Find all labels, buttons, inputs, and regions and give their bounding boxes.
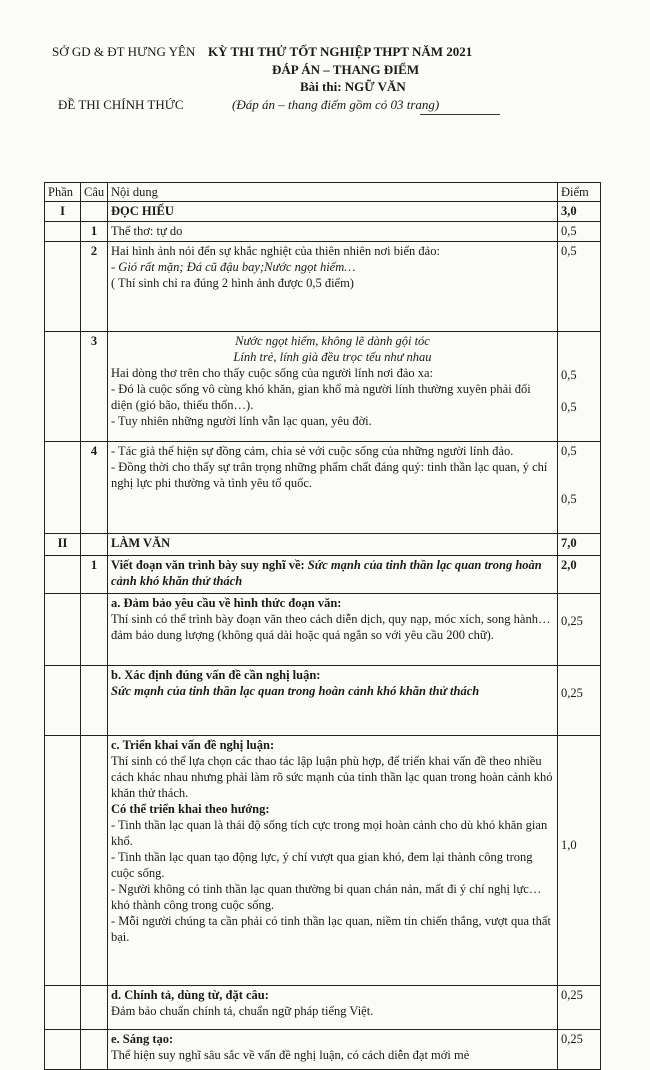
table-row: 1 Thể thơ: tự do 0,5 [45, 222, 601, 242]
exam-title: KỲ THI THỬ TỐT NGHIỆP THPT NĂM 2021 [208, 44, 473, 59]
answer-key-title: ĐÁP ÁN – THANG ĐIỂM [272, 62, 420, 77]
table-row: c. Triển khai vấn đề nghị luận: Thí sinh có thể lựa chọn các thao tác lập luận phù hợp, để triển khai vấn đề theo nhiều cách khác nhau nhưng phải làm rõ sức mạnh của tinh thần lạc quan trong hoàn cảnh khó khăn thử thách. Có thể triển khai theo hướng: - Tinh thần lạc quan là thái độ sống tích cực trong mọi hoàn cảnh cho dù khó khăn gian khổ. - Tinh thần lạc quan tạo động lực, ý chí vượt qua gian khó, đem lại thành công trong cuộc sống. - Người không có tinh thần lạc quan thường bi quan chán nản, mất đi ý chí nghị lực…khó thành công trong cuộc sống. - Mỗi người chúng ta cần phải có tinh thần lạc quan, niềm tin chiến thắng, vượt qua thất bại. 1,0 [45, 736, 601, 986]
document-header [0, 0, 650, 180]
col-header-score: Điểm [558, 183, 601, 202]
section-title: LÀM VĂN [108, 534, 558, 556]
section-row: II LÀM VĂN 7,0 [45, 534, 601, 556]
table-row: d. Chính tả, dùng từ, đặt câu: Đảm bảo chuẩn chính tả, chuẩn ngữ pháp tiếng Việt. 0,25 [45, 986, 601, 1030]
section-row: I ĐỌC HIỂU 3,0 [45, 202, 601, 222]
header-underline [420, 114, 500, 115]
table-row: 1 Viết đoạn văn trình bày suy nghĩ về: Sức mạnh của tinh thần lạc quan trong hoàn cảnh khó khăn thử thách 2,0 [45, 556, 601, 594]
list-item: - Tinh thần lạc quan tạo động lực, ý chí vượt qua gian khó, đem lại thành công trong cuộc sống. [111, 850, 533, 880]
col-header-content: Nội dung [108, 183, 558, 202]
table-header-row [45, 183, 601, 202]
table-row: e. Sáng tạo: Thể hiện suy nghĩ sâu sắc về vấn đề nghị luận, có cách diễn đạt mới mẻ 0,25 [45, 1030, 601, 1070]
list-item: - Người không có tinh thần lạc quan thường bi quan chán nản, mất đi ý chí nghị lực…khó thành công trong cuộc sống. [111, 882, 542, 912]
table-row: 2 Hai hình ảnh nói đến sự khắc nghiệt của thiên nhiên nơi biển đảo: - Gió rất mặn; Đá cũ đậu bay;Nước ngọt hiếm… ( Thí sinh chỉ ra đúng 2 hình ảnh được 0,5 điểm) 0,5 [45, 242, 601, 332]
section-title: ĐỌC HIỂU [108, 202, 558, 222]
subject-title: Bài thi: NGỮ VĂN [300, 79, 406, 94]
table-row: 3 Nước ngọt hiếm, không lẽ dành gội tóc Lính trẻ, lính già đều trọc tếu như nhau Hai dòng thơ trên cho thấy cuộc sống của người lính nơi đảo xa: - Đó là cuộc sống vô cùng khó khăn, gian khổ mà người lính thường xuyên phải đối diện (gió bão, thiếu thốn…). - Tuy nhiên những người lính vẫn lạc quan, yêu đời. 0,5 0,5 [45, 332, 601, 442]
col-header-part: Phần [45, 183, 81, 202]
dept-name: SỞ GD & ĐT HƯNG YÊN [52, 44, 196, 59]
list-item: - Tinh thần lạc quan là thái độ sống tích cực trong mọi hoàn cảnh cho dù khó khăn gian khổ. [111, 818, 548, 848]
table-row: b. Xác định đúng vấn đề cần nghị luận: Sức mạnh của tinh thần lạc quan trong hoàn cảnh khó khăn thử thách 0,25 [45, 666, 601, 736]
pages-note: (Đáp án – thang điểm gồm có 03 trang) [232, 97, 440, 112]
col-header-question: Câu [81, 183, 108, 202]
answer-table [44, 182, 601, 1070]
section-score: 7,0 [558, 534, 601, 556]
table-row: a. Đảm bảo yêu cầu về hình thức đoạn văn: Thí sinh có thể trình bày đoạn văn theo cách diễn dịch, quy nạp, móc xích, song hành… đảm bảo dung lượng (không quá dài hoặc quá ngắn so với yêu cầu 200 chữ). 0,25 [45, 594, 601, 666]
official-label: ĐỀ THI CHÍNH THỨC [58, 97, 184, 112]
list-item: - Mỗi người chúng ta cần phải có tinh thần lạc quan, niềm tin chiến thắng, vượt qua thất bại. [111, 914, 551, 944]
table-row: 4 - Tác giả thể hiện sự đồng cảm, chia sẻ với cuộc sống của những người lính đảo. - Đồng thời cho thấy sự trân trọng những phẩm chất đáng quý: tinh thần lạc quan, ý chí nghị lực phi thường và tình yêu tổ quốc. 0,5 0,5 [45, 442, 601, 534]
section-score: 3,0 [558, 202, 601, 222]
